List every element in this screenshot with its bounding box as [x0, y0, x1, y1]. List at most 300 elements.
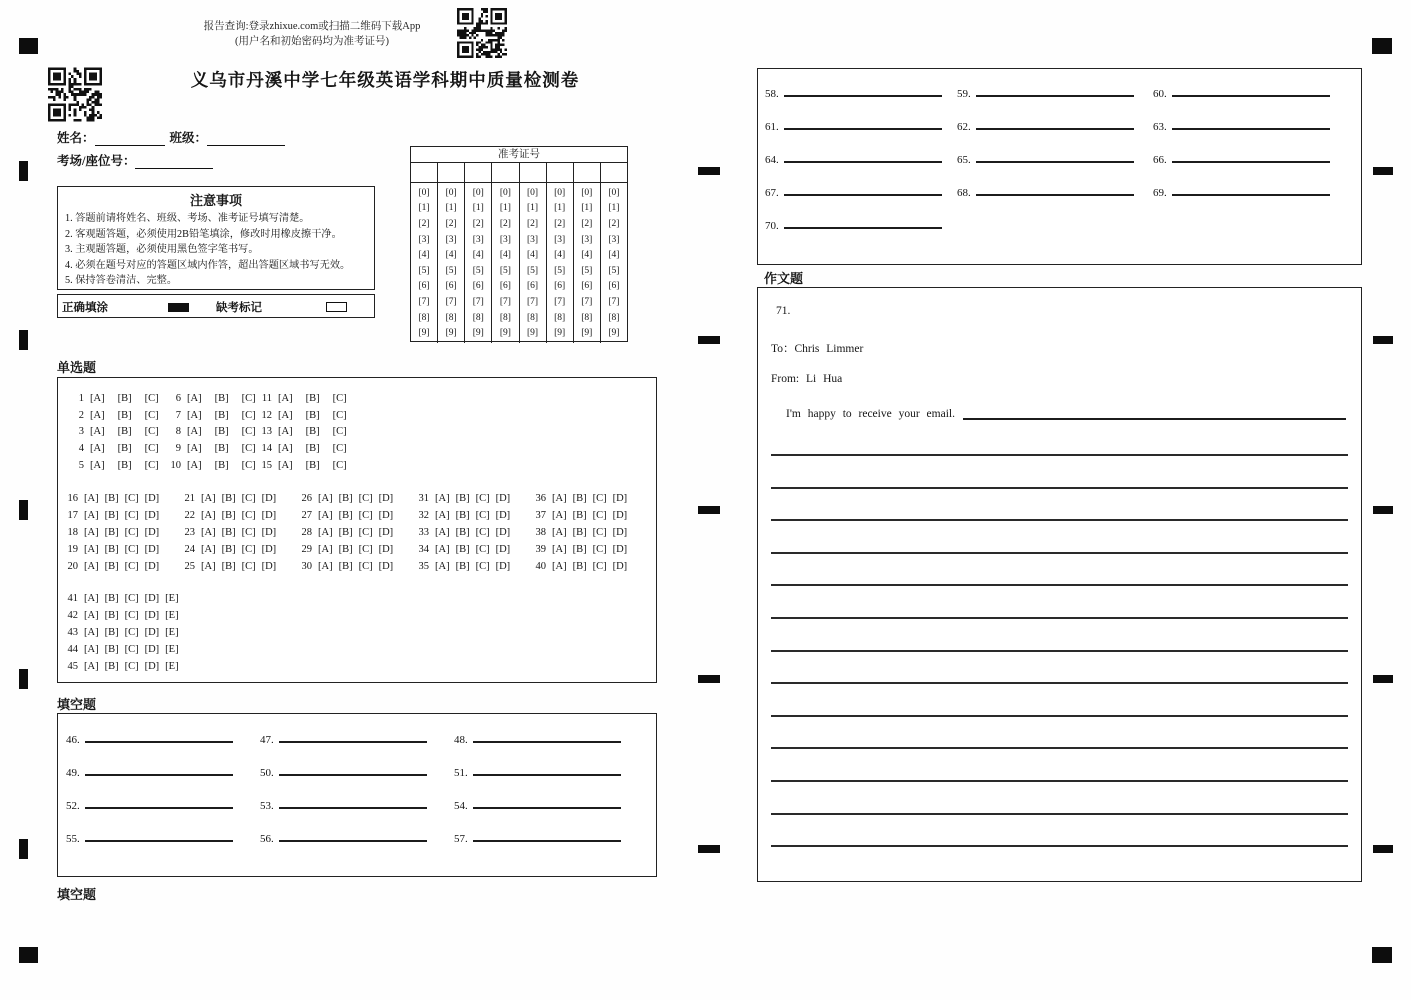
option-bubble[interactable]: [B]	[338, 510, 353, 521]
option-bubble[interactable]: [B]	[572, 527, 587, 538]
answer-blank[interactable]	[473, 794, 621, 809]
digit-bubble[interactable]: [6]	[418, 281, 430, 292]
option-bubble[interactable]: [D]	[612, 527, 628, 538]
option-bubble[interactable]: [B]	[104, 510, 119, 521]
essay-line[interactable]	[771, 454, 1348, 456]
digit-bubble[interactable]: [9]	[581, 328, 593, 339]
option-bubble[interactable]: [C]	[144, 426, 159, 438]
digit-bubble[interactable]: [7]	[608, 296, 620, 307]
option-bubble[interactable]: [D]	[378, 493, 394, 504]
option-bubble[interactable]: [D]	[144, 610, 160, 621]
class-blank[interactable]	[207, 132, 285, 146]
ticket-digit-box[interactable]	[438, 163, 465, 182]
ticket-digit-box[interactable]	[601, 163, 627, 182]
digit-bubble[interactable]: [0]	[445, 187, 457, 198]
digit-bubble[interactable]: [8]	[418, 312, 430, 323]
option-bubble[interactable]: [A]	[201, 561, 216, 572]
option-bubble[interactable]: [A]	[187, 409, 202, 421]
option-bubble[interactable]: [D]	[261, 561, 277, 572]
digit-bubble[interactable]: [0]	[418, 187, 430, 198]
essay-line[interactable]	[771, 813, 1348, 815]
option-bubble[interactable]: [B]	[117, 459, 132, 471]
digit-bubble[interactable]: [4]	[445, 250, 457, 261]
option-bubble[interactable]: [C]	[592, 527, 607, 538]
option-bubble[interactable]: [D]	[261, 510, 277, 521]
digit-bubble[interactable]: [5]	[472, 265, 484, 276]
option-bubble[interactable]: [B]	[214, 393, 229, 404]
option-bubble[interactable]: [E]	[165, 644, 179, 655]
digit-bubble[interactable]: [9]	[608, 328, 620, 339]
digit-bubble[interactable]: [3]	[554, 234, 566, 245]
option-bubble[interactable]: [A]	[84, 661, 99, 672]
digit-bubble[interactable]: [4]	[581, 250, 593, 261]
option-bubble[interactable]: [A]	[84, 610, 99, 621]
digit-bubble[interactable]: [7]	[581, 296, 593, 307]
digit-bubble[interactable]: [1]	[527, 203, 539, 214]
digit-bubble[interactable]: [6]	[445, 281, 457, 292]
option-bubble[interactable]: [B]	[305, 459, 320, 471]
digit-bubble[interactable]: [9]	[472, 328, 484, 339]
option-bubble[interactable]: [B]	[572, 561, 587, 572]
answer-blank[interactable]	[1172, 82, 1330, 97]
option-bubble[interactable]: [C]	[124, 593, 139, 604]
option-bubble[interactable]: [B]	[221, 544, 236, 555]
digit-bubble[interactable]: [1]	[608, 203, 620, 214]
option-bubble[interactable]: [A]	[84, 527, 99, 538]
digit-bubble[interactable]: [5]	[608, 265, 620, 276]
essay-line[interactable]	[771, 780, 1348, 782]
option-bubble[interactable]: [B]	[455, 510, 470, 521]
digit-bubble[interactable]: [7]	[499, 296, 511, 307]
option-bubble[interactable]: [C]	[592, 510, 607, 521]
option-bubble[interactable]: [A]	[278, 393, 293, 404]
option-bubble[interactable]: [A]	[435, 561, 450, 572]
option-bubble[interactable]: [B]	[117, 443, 132, 455]
option-bubble[interactable]: [D]	[261, 493, 277, 504]
answer-blank[interactable]	[976, 115, 1134, 130]
answer-blank[interactable]	[1172, 181, 1330, 196]
option-bubble[interactable]: [C]	[358, 561, 373, 572]
option-bubble[interactable]: [B]	[104, 610, 119, 621]
option-bubble[interactable]: [B]	[221, 527, 236, 538]
option-bubble[interactable]: [D]	[612, 544, 628, 555]
answer-blank[interactable]	[279, 827, 427, 842]
digit-bubble[interactable]: [0]	[581, 187, 593, 198]
option-bubble[interactable]: [A]	[84, 561, 99, 572]
option-bubble[interactable]: [A]	[552, 527, 567, 538]
digit-bubble[interactable]: [5]	[554, 265, 566, 276]
digit-bubble[interactable]: [3]	[499, 234, 511, 245]
option-bubble[interactable]: [D]	[144, 527, 160, 538]
answer-blank[interactable]	[784, 148, 942, 163]
option-bubble[interactable]: [D]	[612, 510, 628, 521]
digit-bubble[interactable]: [9]	[499, 328, 511, 339]
option-bubble[interactable]: [E]	[165, 610, 179, 621]
option-bubble[interactable]: [B]	[305, 393, 320, 404]
option-bubble[interactable]: [B]	[104, 493, 119, 504]
option-bubble[interactable]: [B]	[305, 426, 320, 438]
option-bubble[interactable]: [A]	[318, 510, 333, 521]
option-bubble[interactable]: [B]	[221, 561, 236, 572]
answer-blank[interactable]	[1172, 115, 1330, 130]
answer-blank[interactable]	[279, 761, 427, 776]
essay-line[interactable]	[771, 519, 1348, 521]
option-bubble[interactable]: [C]	[332, 459, 347, 471]
option-bubble[interactable]: [E]	[165, 627, 179, 638]
option-bubble[interactable]: [D]	[495, 510, 511, 521]
option-bubble[interactable]: [C]	[124, 561, 139, 572]
option-bubble[interactable]: [A]	[435, 544, 450, 555]
option-bubble[interactable]: [C]	[124, 544, 139, 555]
option-bubble[interactable]: [C]	[241, 443, 256, 455]
digit-bubble[interactable]: [5]	[445, 265, 457, 276]
option-bubble[interactable]: [D]	[144, 510, 160, 521]
digit-bubble[interactable]: [9]	[527, 328, 539, 339]
answer-blank[interactable]	[976, 148, 1134, 163]
option-bubble[interactable]: [B]	[305, 409, 320, 421]
option-bubble[interactable]: [B]	[572, 510, 587, 521]
option-bubble[interactable]: [C]	[358, 510, 373, 521]
option-bubble[interactable]: [B]	[117, 393, 132, 404]
option-bubble[interactable]: [C]	[241, 409, 256, 421]
option-bubble[interactable]: [B]	[338, 544, 353, 555]
option-bubble[interactable]: [D]	[495, 527, 511, 538]
option-bubble[interactable]: [A]	[552, 544, 567, 555]
digit-bubble[interactable]: [5]	[499, 265, 511, 276]
option-bubble[interactable]: [E]	[165, 661, 179, 672]
option-bubble[interactable]: [B]	[305, 443, 320, 455]
digit-bubble[interactable]: [3]	[608, 234, 620, 245]
digit-bubble[interactable]: [8]	[445, 312, 457, 323]
option-bubble[interactable]: [D]	[495, 493, 511, 504]
digit-bubble[interactable]: [6]	[581, 281, 593, 292]
digit-bubble[interactable]: [1]	[418, 203, 430, 214]
ticket-digit-box[interactable]	[520, 163, 547, 182]
essay-line[interactable]	[771, 552, 1348, 554]
option-bubble[interactable]: [D]	[144, 644, 160, 655]
option-bubble[interactable]: [A]	[84, 593, 99, 604]
option-bubble[interactable]: [B]	[455, 527, 470, 538]
essay-line[interactable]	[771, 682, 1348, 684]
option-bubble[interactable]: [A]	[84, 544, 99, 555]
option-bubble[interactable]: [A]	[552, 510, 567, 521]
digit-bubble[interactable]: [6]	[499, 281, 511, 292]
option-bubble[interactable]: [D]	[144, 627, 160, 638]
digit-bubble[interactable]: [9]	[554, 328, 566, 339]
digit-bubble[interactable]: [0]	[554, 187, 566, 198]
digit-bubble[interactable]: [6]	[527, 281, 539, 292]
option-bubble[interactable]: [C]	[144, 393, 159, 404]
answer-blank[interactable]	[279, 794, 427, 809]
option-bubble[interactable]: [C]	[592, 544, 607, 555]
digit-bubble[interactable]: [0]	[472, 187, 484, 198]
option-bubble[interactable]: [C]	[144, 409, 159, 421]
option-bubble[interactable]: [C]	[475, 527, 490, 538]
option-bubble[interactable]: [A]	[90, 459, 105, 471]
digit-bubble[interactable]: [9]	[418, 328, 430, 339]
digit-bubble[interactable]: [2]	[554, 218, 566, 229]
digit-bubble[interactable]: [0]	[608, 187, 620, 198]
option-bubble[interactable]: [D]	[144, 561, 160, 572]
option-bubble[interactable]: [B]	[214, 459, 229, 471]
option-bubble[interactable]: [C]	[124, 610, 139, 621]
digit-bubble[interactable]: [4]	[608, 250, 620, 261]
option-bubble[interactable]: [A]	[84, 493, 99, 504]
option-bubble[interactable]: [A]	[552, 561, 567, 572]
option-bubble[interactable]: [B]	[104, 644, 119, 655]
option-bubble[interactable]: [B]	[338, 527, 353, 538]
option-bubble[interactable]: [C]	[241, 510, 256, 521]
digit-bubble[interactable]: [3]	[472, 234, 484, 245]
digit-bubble[interactable]: [4]	[418, 250, 430, 261]
option-bubble[interactable]: [A]	[318, 527, 333, 538]
seat-blank[interactable]	[135, 155, 213, 169]
essay-line[interactable]	[771, 617, 1348, 619]
option-bubble[interactable]: [B]	[104, 627, 119, 638]
digit-bubble[interactable]: [7]	[554, 296, 566, 307]
option-bubble[interactable]: [C]	[241, 544, 256, 555]
option-bubble[interactable]: [E]	[165, 593, 179, 604]
option-bubble[interactable]: [A]	[90, 443, 105, 455]
option-bubble[interactable]: [B]	[214, 443, 229, 455]
answer-blank[interactable]	[85, 794, 233, 809]
digit-bubble[interactable]: [1]	[499, 203, 511, 214]
option-bubble[interactable]: [A]	[278, 426, 293, 438]
option-bubble[interactable]: [D]	[495, 561, 511, 572]
option-bubble[interactable]: [A]	[90, 393, 105, 404]
digit-bubble[interactable]: [1]	[554, 203, 566, 214]
answer-blank[interactable]	[279, 728, 427, 743]
option-bubble[interactable]: [D]	[378, 544, 394, 555]
option-bubble[interactable]: [C]	[332, 443, 347, 455]
option-bubble[interactable]: [A]	[201, 493, 216, 504]
answer-blank[interactable]	[85, 728, 233, 743]
option-bubble[interactable]: [D]	[495, 544, 511, 555]
digit-bubble[interactable]: [7]	[418, 296, 430, 307]
option-bubble[interactable]: [C]	[241, 393, 256, 404]
digit-bubble[interactable]: [5]	[581, 265, 593, 276]
digit-bubble[interactable]: [7]	[445, 296, 457, 307]
digit-bubble[interactable]: [3]	[527, 234, 539, 245]
option-bubble[interactable]: [A]	[278, 459, 293, 471]
answer-blank[interactable]	[784, 115, 942, 130]
digit-bubble[interactable]: [5]	[418, 265, 430, 276]
digit-bubble[interactable]: [0]	[527, 187, 539, 198]
digit-bubble[interactable]: [8]	[581, 312, 593, 323]
option-bubble[interactable]: [C]	[358, 493, 373, 504]
digit-bubble[interactable]: [2]	[472, 218, 484, 229]
option-bubble[interactable]: [C]	[144, 459, 159, 471]
option-bubble[interactable]: [B]	[214, 426, 229, 438]
digit-bubble[interactable]: [2]	[418, 218, 430, 229]
option-bubble[interactable]: [C]	[124, 644, 139, 655]
essay-line[interactable]	[771, 845, 1348, 847]
ticket-digit-box[interactable]	[465, 163, 492, 182]
option-bubble[interactable]: [C]	[241, 493, 256, 504]
ticket-digit-box[interactable]	[411, 163, 438, 182]
option-bubble[interactable]: [C]	[241, 426, 256, 438]
option-bubble[interactable]: [B]	[221, 493, 236, 504]
option-bubble[interactable]: [B]	[104, 544, 119, 555]
digit-bubble[interactable]: [8]	[608, 312, 620, 323]
option-bubble[interactable]: [B]	[572, 544, 587, 555]
option-bubble[interactable]: [C]	[475, 544, 490, 555]
answer-blank[interactable]	[976, 181, 1134, 196]
option-bubble[interactable]: [D]	[378, 561, 394, 572]
digit-bubble[interactable]: [8]	[554, 312, 566, 323]
answer-blank[interactable]	[473, 728, 621, 743]
option-bubble[interactable]: [C]	[241, 561, 256, 572]
ticket-digit-box[interactable]	[547, 163, 574, 182]
option-bubble[interactable]: [A]	[318, 544, 333, 555]
option-bubble[interactable]: [C]	[475, 510, 490, 521]
option-bubble[interactable]: [A]	[201, 510, 216, 521]
digit-bubble[interactable]: [8]	[527, 312, 539, 323]
answer-blank[interactable]	[85, 827, 233, 842]
digit-bubble[interactable]: [6]	[554, 281, 566, 292]
option-bubble[interactable]: [A]	[187, 443, 202, 455]
option-bubble[interactable]: [D]	[144, 493, 160, 504]
option-bubble[interactable]: [C]	[124, 627, 139, 638]
digit-bubble[interactable]: [4]	[554, 250, 566, 261]
option-bubble[interactable]: [A]	[187, 393, 202, 404]
option-bubble[interactable]: [B]	[117, 426, 132, 438]
option-bubble[interactable]: [D]	[261, 527, 277, 538]
digit-bubble[interactable]: [1]	[445, 203, 457, 214]
option-bubble[interactable]: [A]	[435, 493, 450, 504]
digit-bubble[interactable]: [7]	[472, 296, 484, 307]
option-bubble[interactable]: [C]	[241, 459, 256, 471]
answer-blank[interactable]	[784, 82, 942, 97]
essay-line[interactable]	[771, 584, 1348, 586]
digit-bubble[interactable]: [2]	[527, 218, 539, 229]
digit-bubble[interactable]: [2]	[581, 218, 593, 229]
option-bubble[interactable]: [C]	[358, 527, 373, 538]
option-bubble[interactable]: [C]	[332, 409, 347, 421]
option-bubble[interactable]: [C]	[124, 493, 139, 504]
option-bubble[interactable]: [D]	[378, 510, 394, 521]
option-bubble[interactable]: [A]	[201, 527, 216, 538]
digit-bubble[interactable]: [2]	[445, 218, 457, 229]
digit-bubble[interactable]: [8]	[472, 312, 484, 323]
essay-line[interactable]	[771, 715, 1348, 717]
option-bubble[interactable]: [C]	[475, 493, 490, 504]
option-bubble[interactable]: [A]	[84, 644, 99, 655]
option-bubble[interactable]: [B]	[117, 409, 132, 421]
option-bubble[interactable]: [A]	[90, 426, 105, 438]
digit-bubble[interactable]: [6]	[608, 281, 620, 292]
option-bubble[interactable]: [C]	[144, 443, 159, 455]
option-bubble[interactable]: [A]	[435, 527, 450, 538]
answer-blank[interactable]	[1172, 148, 1330, 163]
option-bubble[interactable]: [C]	[332, 393, 347, 404]
digit-bubble[interactable]: [9]	[445, 328, 457, 339]
option-bubble[interactable]: [A]	[435, 510, 450, 521]
option-bubble[interactable]: [D]	[144, 544, 160, 555]
option-bubble[interactable]: [C]	[475, 561, 490, 572]
option-bubble[interactable]: [A]	[84, 627, 99, 638]
option-bubble[interactable]: [B]	[104, 527, 119, 538]
digit-bubble[interactable]: [2]	[608, 218, 620, 229]
option-bubble[interactable]: [C]	[358, 544, 373, 555]
answer-blank[interactable]	[473, 827, 621, 842]
ticket-digit-box[interactable]	[492, 163, 519, 182]
digit-bubble[interactable]: [5]	[527, 265, 539, 276]
option-bubble[interactable]: [B]	[455, 493, 470, 504]
essay-line[interactable]	[771, 487, 1348, 489]
option-bubble[interactable]: [B]	[104, 561, 119, 572]
option-bubble[interactable]: [A]	[84, 510, 99, 521]
digit-bubble[interactable]: [3]	[445, 234, 457, 245]
option-bubble[interactable]: [D]	[144, 593, 160, 604]
option-bubble[interactable]: [D]	[612, 561, 628, 572]
option-bubble[interactable]: [C]	[241, 527, 256, 538]
digit-bubble[interactable]: [3]	[418, 234, 430, 245]
option-bubble[interactable]: [A]	[90, 409, 105, 421]
option-bubble[interactable]: [A]	[187, 459, 202, 471]
option-bubble[interactable]: [B]	[455, 544, 470, 555]
option-bubble[interactable]: [B]	[221, 510, 236, 521]
essay-line[interactable]	[771, 650, 1348, 652]
option-bubble[interactable]: [D]	[612, 493, 628, 504]
answer-blank[interactable]	[85, 761, 233, 776]
option-bubble[interactable]: [B]	[572, 493, 587, 504]
digit-bubble[interactable]: [8]	[499, 312, 511, 323]
digit-bubble[interactable]: [1]	[581, 203, 593, 214]
digit-bubble[interactable]: [4]	[499, 250, 511, 261]
digit-bubble[interactable]: [0]	[499, 187, 511, 198]
option-bubble[interactable]: [A]	[187, 426, 202, 438]
option-bubble[interactable]: [C]	[124, 510, 139, 521]
digit-bubble[interactable]: [4]	[527, 250, 539, 261]
answer-blank[interactable]	[784, 181, 942, 196]
option-bubble[interactable]: [B]	[338, 561, 353, 572]
option-bubble[interactable]: [C]	[332, 426, 347, 438]
essay-line[interactable]	[771, 747, 1348, 749]
option-bubble[interactable]: [C]	[124, 661, 139, 672]
option-bubble[interactable]: [A]	[278, 443, 293, 455]
option-bubble[interactable]: [C]	[124, 527, 139, 538]
digit-bubble[interactable]: [2]	[499, 218, 511, 229]
digit-bubble[interactable]: [1]	[472, 203, 484, 214]
option-bubble[interactable]: [A]	[318, 493, 333, 504]
option-bubble[interactable]: [B]	[455, 561, 470, 572]
option-bubble[interactable]: [D]	[378, 527, 394, 538]
essay-opening-blank[interactable]	[963, 406, 1346, 420]
option-bubble[interactable]: [B]	[338, 493, 353, 504]
option-bubble[interactable]: [D]	[144, 661, 160, 672]
answer-blank[interactable]	[976, 82, 1134, 97]
ticket-digit-box[interactable]	[574, 163, 601, 182]
digit-bubble[interactable]: [3]	[581, 234, 593, 245]
option-bubble[interactable]: [A]	[318, 561, 333, 572]
option-bubble[interactable]: [D]	[261, 544, 277, 555]
option-bubble[interactable]: [A]	[552, 493, 567, 504]
digit-bubble[interactable]: [7]	[527, 296, 539, 307]
option-bubble[interactable]: [A]	[201, 544, 216, 555]
digit-bubble[interactable]: [6]	[472, 281, 484, 292]
option-bubble[interactable]: [A]	[278, 409, 293, 421]
option-bubble[interactable]: [B]	[104, 661, 119, 672]
name-blank[interactable]	[95, 132, 165, 146]
answer-blank[interactable]	[473, 761, 621, 776]
option-bubble[interactable]: [C]	[592, 561, 607, 572]
option-bubble[interactable]: [B]	[214, 409, 229, 421]
option-bubble[interactable]: [C]	[592, 493, 607, 504]
digit-bubble[interactable]: [4]	[472, 250, 484, 261]
answer-blank[interactable]	[784, 214, 942, 229]
option-bubble[interactable]: [B]	[104, 593, 119, 604]
